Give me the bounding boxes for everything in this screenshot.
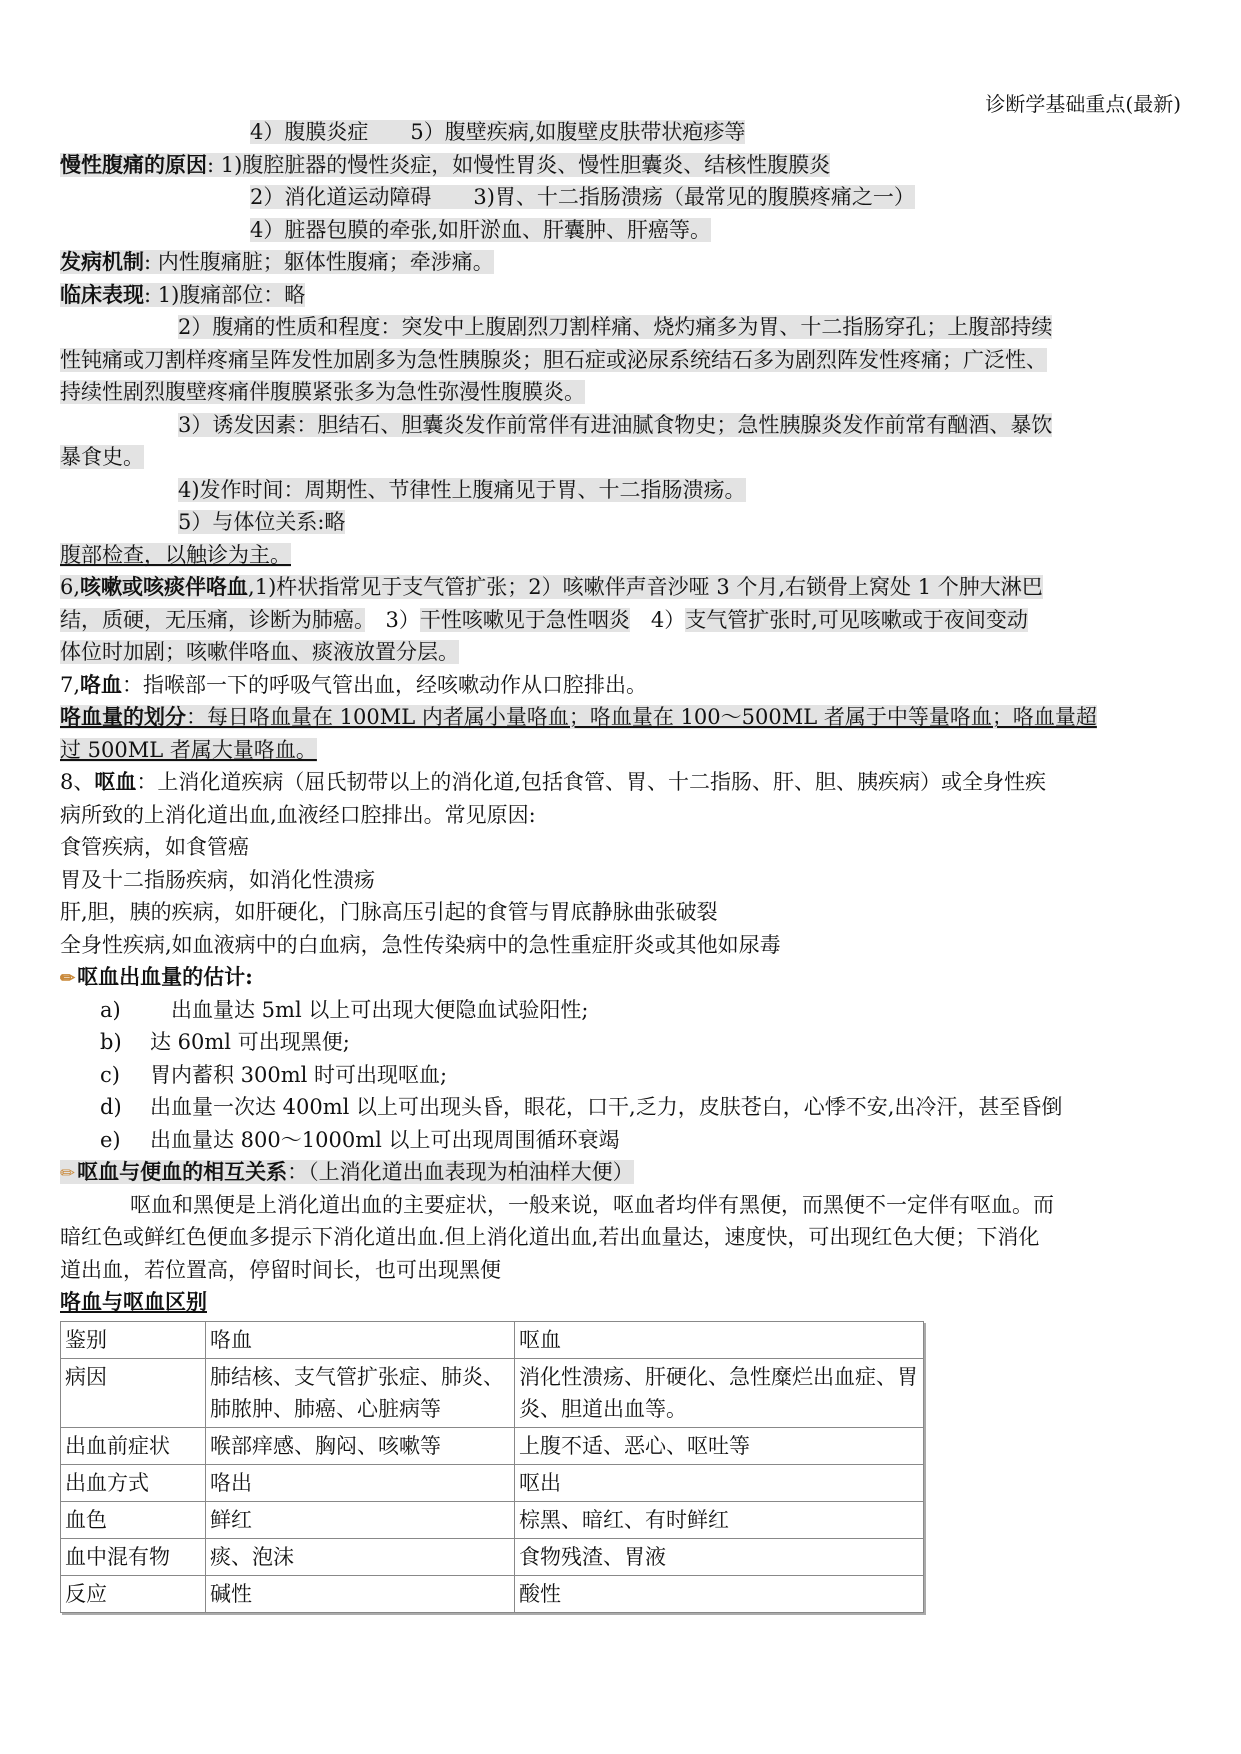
list-label: e) — [100, 1127, 121, 1152]
table-row — [61, 1427, 924, 1464]
list-text: 出血量一次达 400ml 以上可出现头昏，眼花，口干,乏力，皮肤苍白，心悸不安,出冷汗，甚至昏倒 — [150, 1095, 1063, 1119]
highlight-text: 3）诱发因素：胆结石、胆囊炎发作前常伴有进油腻食物史；急性胰腺炎发作前常有酗酒、暴饮 — [178, 412, 1053, 437]
text-line: 暗红色或鲜红色便血多提示下消化道出血.但上消化道出血,若出血量达，速度快，可出现红色大便；下消化 — [60, 1225, 1040, 1249]
list-item — [60, 1124, 1182, 1157]
table-cell: 消化性溃疡、肝硬化、急性糜烂出血症、胃炎、胆道出血等。 — [515, 1358, 924, 1427]
plain-text: 4） — [629, 607, 686, 632]
table-cell: 棕黑、暗红、有时鲜红 — [515, 1501, 924, 1538]
text-line — [60, 214, 1182, 247]
text-line — [60, 539, 1182, 572]
table-cell: 血中混有物 — [61, 1538, 206, 1575]
list-label: c) — [100, 1062, 120, 1087]
table-cell: 反应 — [61, 1575, 206, 1612]
table-cell: 病因 — [61, 1358, 206, 1427]
text-line — [60, 701, 1182, 734]
item-number: 7, — [60, 672, 81, 697]
table-cell: 咯血 — [206, 1321, 515, 1358]
text-line — [60, 571, 1182, 604]
section-text: ：指喉部一下的呼吸气管出血，经咳嗽动作从口腔排出。 — [122, 672, 648, 697]
text-line — [60, 441, 1182, 474]
text-line — [60, 149, 1182, 182]
highlight-text: 结，质硬，无压痛，诊断为肺癌。 — [60, 607, 365, 632]
table-cell: 碱性 — [206, 1575, 515, 1612]
table-title: 咯血与呕血区别 — [60, 1289, 207, 1314]
list-item — [60, 1059, 1182, 1092]
list-label: b) — [100, 1030, 122, 1054]
highlight-text: 2）消化道运动障碍 3)胃、十二指肠溃疡（最常见的腹膜疼痛之一） — [250, 185, 915, 209]
table-cell: 上腹不适、恶心、呕吐等 — [515, 1427, 924, 1464]
section-text: : 1)腹腔脏器的慢性炎症，如慢性胃炎、慢性胆囊炎、结核性腹膜炎 — [207, 152, 831, 177]
table-cell: 痰、泡沫 — [206, 1538, 515, 1575]
subheading — [60, 1156, 1182, 1189]
comparison-table — [60, 1321, 924, 1613]
section-label: 咯血量的划分 — [60, 704, 186, 729]
highlight-text: 5）与体位关系:略 — [178, 510, 346, 534]
text-line — [60, 734, 1182, 767]
highlight-text: 过 500ML 者属大量咯血。 — [60, 737, 317, 762]
list-text: 出血量达 5ml 以上可出现大便隐血试验阳性; — [150, 997, 589, 1022]
text-line: 病所致的上消化道出血,血液经口腔排出。常见原因: — [60, 802, 536, 827]
text-line — [60, 409, 1182, 442]
table-row — [61, 1501, 924, 1538]
text-line — [60, 344, 1182, 377]
list-item — [60, 1026, 1182, 1059]
table-cell: 呕出 — [515, 1464, 924, 1501]
highlight-text: 干性咳嗽见于急性咽炎 — [419, 607, 630, 632]
table-row — [61, 1358, 924, 1427]
item-number: 8、 — [60, 770, 95, 794]
table-cell: 出血前症状 — [61, 1427, 206, 1464]
highlight-text: 2）腹痛的性质和程度：突发中上腹剧烈刀割样痛、烧灼痛多为胃、十二指肠穿孔；上腹部持续 — [178, 315, 1053, 339]
text-line — [60, 474, 1182, 507]
text-line — [60, 636, 1182, 669]
list-text: 胃内蓄积 300ml 时可出现呕血; — [150, 1062, 448, 1087]
section-label: 呕血 — [94, 769, 137, 794]
table-row — [61, 1575, 924, 1612]
table-cell: 鉴别 — [61, 1321, 206, 1358]
highlight-text: 持续性剧烈腹壁疼痛伴腹膜紧张多为急性弥漫性腹膜炎。 — [60, 380, 585, 404]
text-line — [60, 279, 1182, 312]
pencil-icon: ✏ — [60, 1163, 76, 1184]
table-cell: 呕血 — [515, 1321, 924, 1358]
table-cell: 咯出 — [206, 1464, 515, 1501]
table-header-row — [61, 1321, 924, 1358]
subheading — [60, 961, 1182, 994]
highlight-text: 4）脏器包膜的牵张,如肝淤血、肝囊肿、肝癌等。 — [250, 217, 712, 242]
text-line — [60, 604, 1182, 637]
page-header-title: 诊断学基础重点(最新) — [985, 92, 1181, 116]
table-cell: 血色 — [61, 1501, 206, 1538]
section-label: 发病机制 — [60, 249, 144, 274]
text-line: 肝,胆，胰的疾病，如肝硬化，门脉高压引起的食管与胃底静脉曲张破裂 — [60, 900, 718, 924]
plain-text: 3） — [364, 607, 420, 632]
text-line — [60, 766, 1182, 799]
item-number: 6, — [60, 575, 81, 599]
pencil-icon: ✏ — [60, 968, 76, 989]
list-label: a) — [100, 997, 121, 1022]
highlight-text: 4)发作时间：周期性、节律性上腹痛见于胃、十二指肠溃疡。 — [178, 477, 746, 502]
section-text: : 内性腹痛脏；躯体性腹痛；牵涉痛。 — [144, 250, 494, 274]
highlight-text: 暴食史。 — [60, 445, 144, 469]
text-line — [60, 506, 1182, 539]
text-line — [60, 311, 1182, 344]
table-row — [61, 1464, 924, 1501]
highlight-text: 性钝痛或刀割样疼痛呈阵发性加剧多为急性胰腺炎；胆石症或泌尿系统结石多为剧烈阵发性疼痛；广泛性、 — [60, 347, 1047, 372]
highlight-text: 腹部检查，以触诊为主。 — [60, 542, 291, 567]
subheading-text: 呕血出血量的估计: — [77, 964, 253, 989]
section-label: 咯血 — [80, 671, 123, 697]
subheading-text: 呕血与便血的相互关系 — [77, 1159, 288, 1184]
section-label: 慢性腹痛的原因 — [60, 151, 207, 177]
list-item — [60, 1091, 1182, 1124]
list-item — [60, 994, 1182, 1027]
text-line — [60, 246, 1182, 279]
text-line — [60, 181, 1182, 214]
text-line — [60, 116, 1182, 149]
text-line — [60, 376, 1182, 409]
text-line: 食管疾病，如食管癌 — [60, 835, 249, 859]
section-label: 临床表现 — [60, 281, 144, 307]
list-label: d) — [100, 1095, 122, 1119]
text-line: 全身性疾病,如血液病中的白血病，急性传染病中的急性重症肝炎或其他如尿毒 — [60, 932, 781, 957]
highlight-text: 支气管扩张时,可见咳嗽或于夜间变动 — [685, 607, 1028, 632]
section-text: ：（上消化道出血表现为柏油样大便） — [287, 1160, 634, 1184]
text-line: 呕血和黑便是上消化道出血的主要症状，一般来说，呕血者均伴有黑便，而黑便不一定伴有呕血。而 — [130, 1192, 1054, 1217]
highlight-text: 咳嗽伴声音沙哑 3 个月,右锁骨上窝处 1 个肿大淋巴 — [562, 575, 1043, 599]
section-label: 咳嗽或咳痰伴咯血 — [80, 574, 249, 599]
list-text: 达 60ml 可出现黑便; — [150, 1030, 350, 1054]
table-cell: 酸性 — [515, 1575, 924, 1612]
section-text: ：每日咯血量在 100ML 内者属小量咯血；咯血量在 100～500ML 者属于中等量咯血；咯血量超 — [186, 705, 1097, 729]
list-text: 出血量达 800～1000ml 以上可出现周围循环衰竭 — [150, 1127, 620, 1152]
text-line: 胃及十二指肠疾病，如消化性溃疡 — [60, 867, 375, 892]
highlight-text: 体位时加剧；咳嗽伴咯血、痰液放置分层。 — [60, 640, 459, 664]
text-line: 道出血，若位置高，停留时间长，也可出现黑便 — [60, 1257, 501, 1282]
table-cell: 食物残渣、胃液 — [515, 1538, 924, 1575]
section-text: ：上消化道疾病（屈氏韧带以上的消化道,包括食管、胃、十二指肠、肝、胆、胰疾病）或全身性疾 — [136, 770, 1047, 794]
table-cell: 鲜红 — [206, 1501, 515, 1538]
table-cell: 肺结核、支气管扩张症、肺炎、肺脓肿、肺癌、心脏病等 — [206, 1358, 515, 1427]
highlight-text: 4）腹膜炎症 5）腹壁疾病,如腹壁皮肤带状疱疹等 — [250, 120, 746, 144]
section-text: : 1)腹痛部位：略 — [144, 282, 306, 307]
document-body — [60, 116, 1182, 1613]
table-row — [61, 1538, 924, 1575]
table-cell: 喉部痒感、胸闷、咳嗽等 — [206, 1427, 515, 1464]
text-line — [60, 669, 1182, 702]
section-text: ,1)杵状指常见于支气管扩张；2） — [248, 575, 563, 599]
table-cell: 出血方式 — [61, 1464, 206, 1501]
